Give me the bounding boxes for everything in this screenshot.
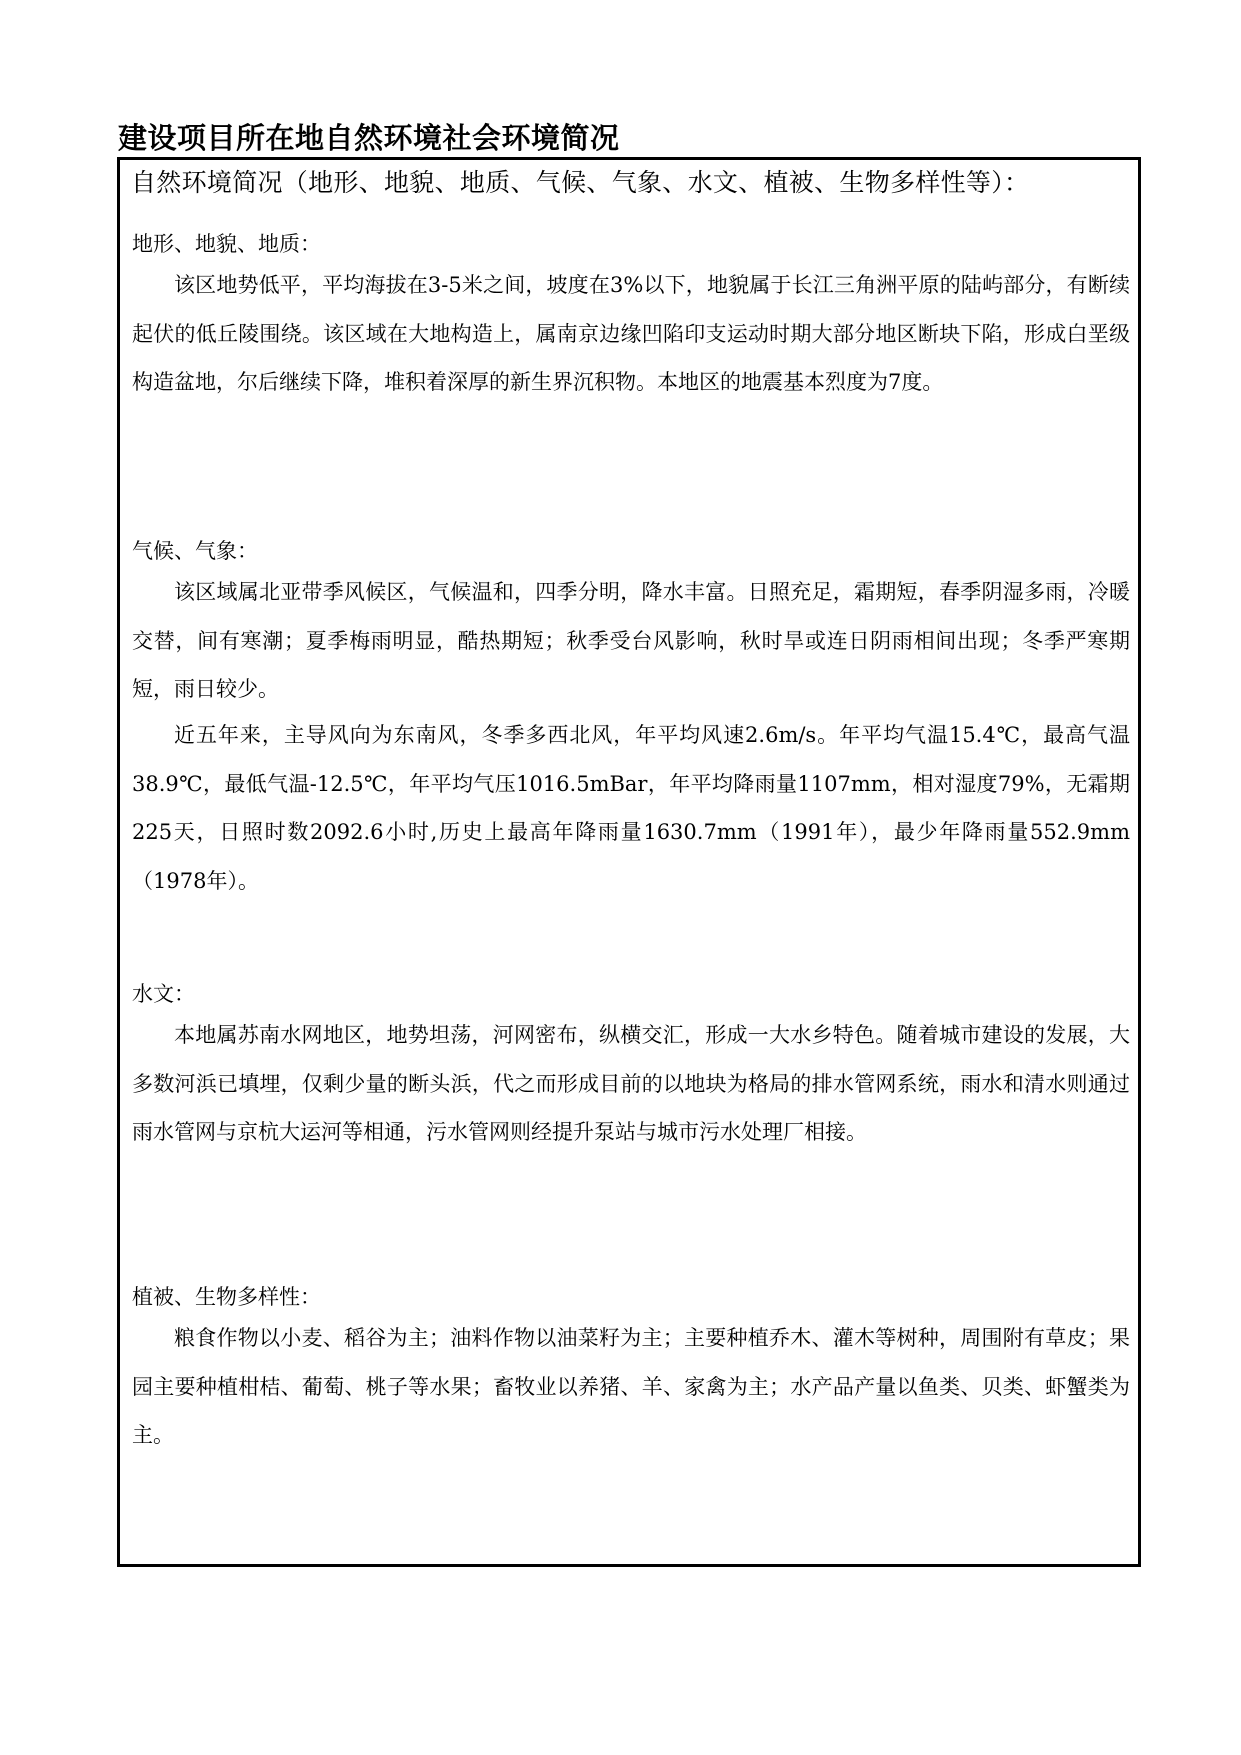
heading-vegetation: 植被、生物多样性： [132,1285,321,1309]
section-header: 自然环境简况（地形、地貌、地质、气候、气象、水文、植被、生物多样性等）： [131,168,1030,197]
heading-hydrology: 水文： [132,982,195,1006]
heading-climate: 气候、气象： [132,539,258,563]
paragraph-terrain: 该区地势低平，平均海拔在3-5米之间，坡度在3%以下，地貌属于长江三角洲平原的陆屿部分，有断续起伏的低丘陵围绕。该区域在大地构造上，属南京边缘凹陷印支运动时期大部分地区断块下陷，形成白垩级构造盆地，尔后继续下降，堆积着深厚的新生界沉积物。本地区的地震基本烈度为7度。 [132,273,1130,394]
paragraph-climate-2: 近五年来，主导风向为东南风，冬季多西北风，年平均风速2.6m/s。年平均气温15.4℃，最高气温38.9℃，最低气温-12.5℃，年平均气压1016.5mBar，年平均降雨量1107mm，相对湿度79%，无霜期225天，日照时数2092.6小时,历史上最高年降雨量1630.7mm（1991年），最少年降雨量552.9mm（1978年）。 [132,723,1130,893]
paragraph-vegetation: 粮食作物以小麦、稻谷为主；油料作物以油菜籽为主；主要种植乔木、灌木等树种，周围附有草皮；果园主要种植柑桔、葡萄、桃子等水果；畜牧业以养猪、羊、家禽为主；水产品产量以鱼类、贝类、虾蟹类为主。 [132,1326,1130,1447]
heading-terrain: 地形、地貌、地质： [132,232,321,256]
paragraph-hydrology: 本地属苏南水网地区，地势坦荡，河网密布，纵横交汇，形成一大水乡特色。随着城市建设的发展，大多数河浜已填埋，仅剩少量的断头浜，代之而形成目前的以地块为格局的排水管网系统，雨水和清水则通过雨水管网与京杭大运河等相通，污水管网则经提升泵站与城市污水处理厂相接。 [132,1023,1130,1144]
paragraph-climate-1: 该区域属北亚带季风候区，气候温和，四季分明，降水丰富。日照充足，霜期短，春季阴湿多雨，冷暖交替，间有寒潮；夏季梅雨明显，酷热期短；秋季受台风影响，秋时旱或连日阴雨相间出现；冬季严寒期短，雨日较少。 [132,580,1130,701]
content-frame [117,157,1141,1567]
page-title: 建设项目所在地自然环境社会环境简况 [118,121,620,155]
